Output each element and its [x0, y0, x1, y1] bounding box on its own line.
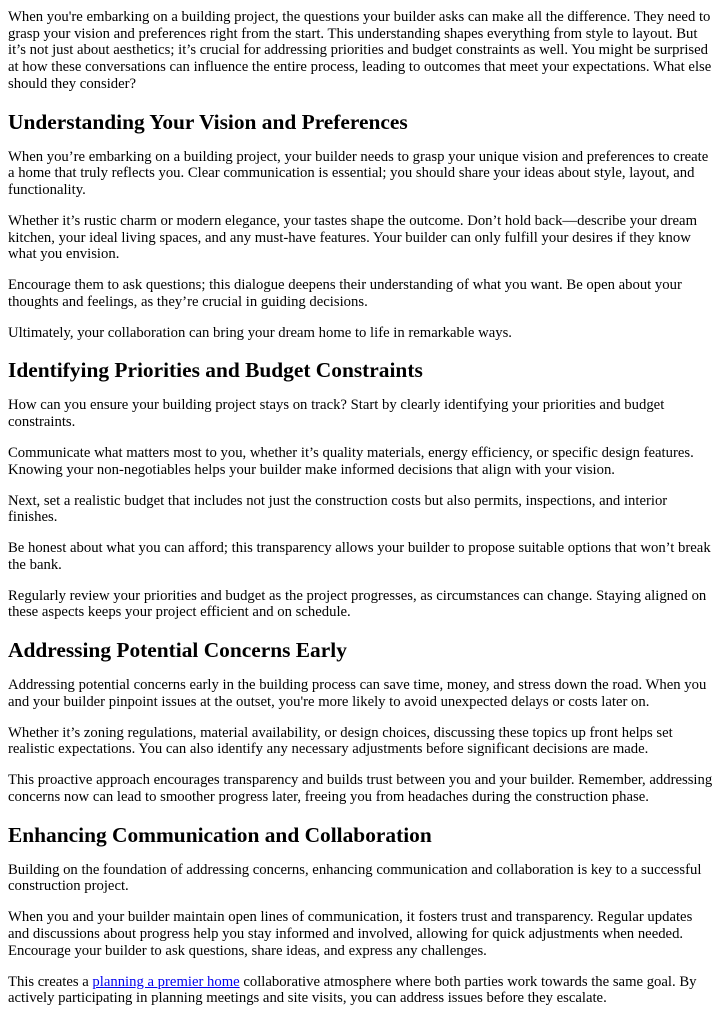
planning-premier-home-link[interactable]: planning a premier home	[92, 973, 240, 990]
paragraph: Be honest about what you can afford; this transparency allows your builder to propose suitable options that won’t break the bank.	[8, 540, 711, 573]
section-heading-communication: Enhancing Communication and Collaboration	[8, 822, 432, 847]
intro-paragraph: When you're embarking on a building project, the questions your builder asks can make all the difference. They need to grasp your vision and preferences right from the start. This understanding shapes everything from style to layout. But it’s not just about aesthetics; it’s crucial for addressing priorities and budget constraints as well. You might be surprised at how these conversations can influence the entire process, leading to outcomes that meet your expectations. What else should they consider?	[8, 9, 712, 92]
paragraph: Building on the foundation of addressing concerns, enhancing communication and collaboration is key to a successful construction project.	[8, 861, 702, 895]
paragraph: Whether it’s zoning regulations, material availability, or design choices, discussing these topics up front helps set realistic expectations. You can also identify any necessary adjustments before significant decisions are made.	[8, 724, 673, 758]
paragraph: Regularly review your priorities and budget as the project progresses, as circumstances can change. Staying aligned on these aspects keeps your project efficient and on schedule.	[8, 587, 707, 621]
section-concerns	[8, 638, 714, 806]
paragraph: Addressing potential concerns early in the building process can save time, money, and stress down the road. When you and your builder pinpoint issues at the outset, you're more likely to avoid unexpected delays or costs later on.	[8, 677, 707, 710]
section-heading-vision: Understanding Your Vision and Preferences	[8, 109, 408, 134]
paragraph: Encourage them to ask questions; this dialogue deepens their understanding of what you want. Be open about your thoughts and feelings, as they’re crucial in guiding decisions.	[8, 277, 682, 310]
paragraph-text-before-link: This creates a	[8, 973, 93, 990]
paragraph: How can you ensure your building project stays on track? Start by clearly identifying your priorities and budget constraints.	[8, 397, 665, 431]
section-heading-priorities: Identifying Priorities and Budget Constraints	[8, 358, 423, 383]
paragraph: When you’re embarking on a building project, your builder needs to grasp your unique vision and preferences to create a home that truly reflects you. Clear communication is essential; you should share your ideas about style, layout, and functionality.	[8, 148, 709, 198]
paragraph-with-link	[8, 974, 714, 1007]
paragraph: Whether it’s rustic charm or modern elegance, your tastes shape the outcome. Don’t hold back—describe your dream kitchen, your ideal living spaces, and any must-have features. Your builder can only fulfill your desires if they know what you envision.	[8, 212, 697, 263]
paragraph: Next, set a realistic budget that includes not just the construction costs but also permits, inspections, and interior finishes.	[8, 492, 668, 526]
paragraph: This proactive approach encourages transparency and builds trust between you and your builder. Remember, addressing concerns now can lead to smoother progress later, freeing you from headaches during the construction phase.	[8, 772, 713, 806]
paragraph: Ultimately, your collaboration can bring your dream home to life in remarkable ways.	[8, 324, 512, 341]
article	[0, 9, 714, 1007]
paragraph: Communicate what matters most to you, whether it’s quality materials, energy efficiency, or specific design features. Knowing your non-negotiables helps your builder make informed decisions that align with your vision.	[8, 445, 694, 478]
paragraph-text-after-link: collaborative atmosphere where both parties work towards the same goal. By actively participating in planning meetings and site visits, you can address issues before they escalate.	[8, 973, 697, 1007]
section-heading-concerns: Addressing Potential Concerns Early	[8, 638, 347, 663]
section-priorities	[8, 358, 714, 621]
paragraph: When you and your builder maintain open lines of communication, it fosters trust and transparency. Regular updates and discussions about progress help you stay informed and involved, allowing for quick adjustments when needed. Encourage your builder to ask questions, share ideas, and express any challenges.	[8, 909, 693, 959]
section-vision	[8, 110, 714, 342]
section-communication	[8, 823, 714, 1007]
